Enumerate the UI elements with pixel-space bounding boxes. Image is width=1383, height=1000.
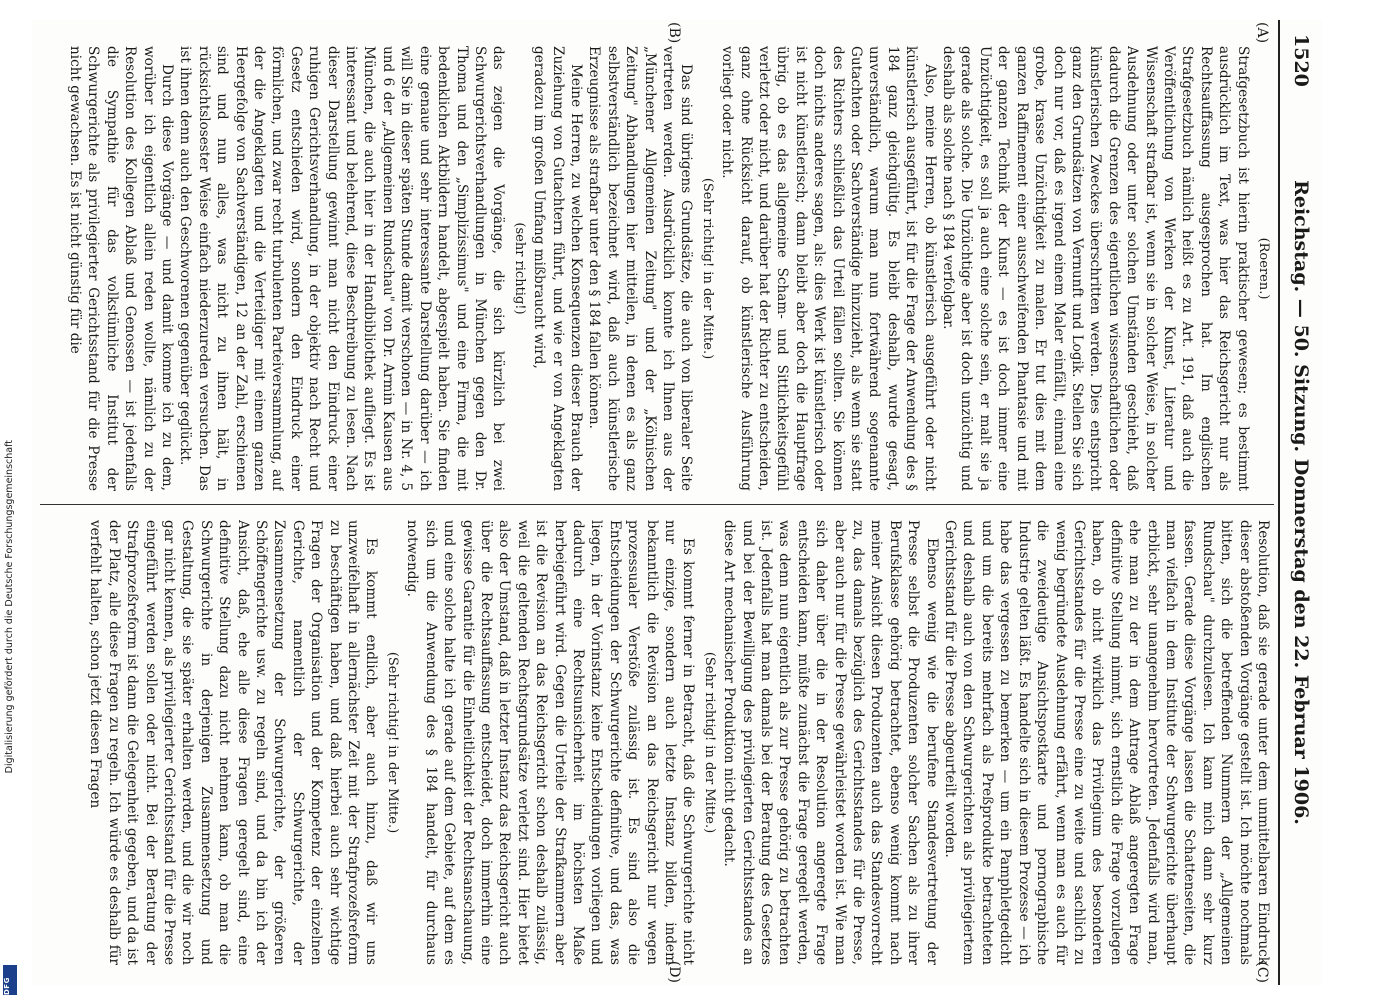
paragraph: Meine Herren, zu welchen Konsequenzen dieser Brauch der Zuziehung von Gutachtern führt, und wie er von Angeklagten geradezu im großen Umfang mißbraucht wird, [531,46,584,491]
paragraph: Es kommt endlich, aber auch hinzu, daß wir uns unzweifelhaft in allernächster Zeit mit der Strafprozeßreform zu beschäftigen haben, und daß hierbei auch sehr wichtige Fragen der Organisation und der Kompetenz der einzelnen Gerichte, namentlich der Schwurgerichte, der Zusammensetzung der Schwurgerichte, der größeren Schöffengerichte usw. zu regeln sind, und da bin ich der Ansicht, daß, ehe alle diese Fragen geregelt sind, eine definitive Stellung dazu nicht nehmen kann, ob man die Schwurgerichte in derjenigen Zusammensetzung und Gestaltung, die sie später erhalten werden, und die wir noch gar nicht kennen, als privilegierter Gerichtsstand für die Presse eingeführt werden sollen oder nicht. Bei der Beratung der Strafprozeßreform ist dann die Gelegenheit gegeben, und da ist der Platz, alle diese Fragen zu regeln. Ich würde es deshalb für verfehlt halten, schon jetzt diesen Fragen [87,520,380,965]
paragraph: Ebenso wenig wie die berufene Standesvertretung der Presse selbst die Produzenten solcher Sachen als zu ihrer Berufsklasse gehörig betrachtet, ebenso wenig kommt nach meiner Ansicht diesen Produzenten auch das Standesvorrecht zu, das damals bezüglich des Gerichtsstandes für die Presse, aber auch nur für die Presse gewährleistet worden ist. Wie man sich daher über die in der Resolution angeregte Frage entscheiden kann, müßte zunächst die Frage geregelt werden, was denn nun eigentlich als zur Presse gehörig zu betrachten ist. Jedenfalls hat man damals bei der Beratung des Gesetzes und bei der Bewilligung des privilegierten Gerichtsstandes an diese Art mechanischer Produktion nicht gedacht. [721,520,940,965]
page-number: 1520 [1290,34,1312,87]
digitization-note-text: Digitalisierung gefördert durch die Deutsche Forschungsgemeinschaft [4,440,15,774]
paragraph: Es kommt ferner in Betracht, daß die Schwurgerichte nicht nur einzige, sondern auch letzte Instanz bilden, indem bekanntlich die Revision an das Reichsgericht nur wegen prozessualer Verstöße zulässig ist. Es sind also die Entscheidungen der Schwurgerichte definitive, und das, was liegen, in der Vorinstanz keine Entscheidungen vorliegen und dadurch eine Rechtsunsicherheit im höchsten Maße herbeigeführt wird. Gegen die Urteile der Strafkammern aber ist die Revision an das Reichsgericht schon deshalb zulässig, weil die geltenden Rechtsgrundsätze verletzt sind. Hier bietet also der Umstand, daß in letzter Instanz das Reichsgericht auch über die Rechtsauffassung entscheidet, doch immerhin eine gewisse Garantie für die Einheitlichkeit der Rechtsanschauung, und eine solche halte ich gerade auf dem Gebiete, auf dem es sich um die Anwendung des § 184 handelt, für durchaus notwendig. [404,520,697,965]
paragraph: Strafgesetzbuch ist hierin praktischer gewesen; es bestimmt ausdrücklich im Text, was hier das Reichsgericht nur als Rechtsauffassung ausgesprochen hat. Im englischen Strafgesetzbuch nämlich heißt es zu Art. 191, daß auch die Veröffentlichung von Werken der Kunst, Literatur und Wissenschaft strafbar ist, wenn sie in solcher Weise, in solcher Ausdehnung oder unter solchen Umständen geschieht, daß dadurch die Grenzen des eigentlichen wissenschaftlichen oder künstlerischen Zweckes überschritten werden. Dies entspricht ganz den Grundsätzen von Vernunft und Logik. Stellen Sie sich doch nur vor, daß es irgend einem Maler einfällt, einmal eine grobe, krasse Unzüchtigkeit zu malen. Er tut dies mit dem ganzen Raffinement einer ausschweifenden Phantasie und mit der ganzen Technik der Kunst — es ist doch immer eine Unzüchtigkeit, es soll ja auch eine solche sein, er malt sie ja gerade als solche. Die Unzüchtige aber ist doch unzüchtig und deshalb als solche nach § 184 verfolgbar. [940,46,1251,491]
dfg-logo-text: DFG [3,977,11,995]
margin-mark-b: (B) [666,22,682,44]
interjection: (sehr richtig!) [511,222,527,315]
page-header [1284,34,1314,971]
dfg-logo [3,965,17,995]
margin-mark-d: (D) [666,960,682,983]
page-title: Reichstag. — 50. Sitzung. Donnerstag den 22. Februar 1906. [1290,180,1312,825]
interjection: (Sehr richtig! in der Mitte.) [701,651,717,834]
paragraph: das zeigen die Vorgänge, die sich kürzlich bei zwei Schwurgerichtsverhandlungen in München gegen den Dr. Thoma und den „Simplizissimus" und eine Firma, die mit bedenklichen Aktbildern handelt, abgespielt haben. Sie finden eine genaue und sehr interessante Darstellung darüber — ich will Sie in dieser späten Stunde damit verschonen — in Nr. 4, 5 und 6 der „Allgemeinen Rundschau" von Dr. Armin Kausen aus München, die auch hier in der Handbibliothek aufliegt. Es ist interessant und belehrend, diese Beschreibung zu lesen. Nach dieser Darstellung gewinnt man nicht den Eindruck einer ruhigen Gerichtsverhandlung, in der objektiv nach Recht und Gesetz entschieden wird, sondern den Eindruck einer förmlichen, und zwar recht turbulenten Parteiversammlung, auf der die Angeklagten und die Verteidiger mit einem ganzen Heergefolge von Sachverständigen, 12 an der Zahl, erschienen sind und nun alles, was nicht zu ihnen hält, in rücksichtslosester Weise einfach niederzureden versuchen. Das ist ihnen denn auch den Geschworenen gegenüber geglückt. [177,46,507,491]
margin-mark-c: (C) [1254,961,1270,983]
left-column [42,46,1272,491]
paragraph: Also, meine Herren, ob künstlerisch ausgeführt oder nicht künstlerisch ausgeführt, ist für die Frage der Anwendung des § 184 ganz gleichgültig. Es bleibt deshalb, wurde gesagt, unverständlich, warum man nun fortwährend sogenannte Gutachten oder Sachverständige hinzuzieht, als wenn sie statt des Richters schließlich das Urteil fällen sollten. Sie können doch nichts anderes sagen, als: dies Werk ist künstlerisch oder ist nicht künstlerisch; dann bleibt aber doch die Hauptfrage übrig, ob es das allgemeine Scham- und Sittlichkeitsgefühl verletzt oder nicht, und darüber hat der Richter zu entscheiden, ganz ohne Rücksicht darauf, ob künstlerische Ausführung vorliegt oder nicht. [719,46,938,491]
interjection: (Sehr richtig! in der Mitte.) [384,651,400,834]
rotated-page [32,20,1322,985]
paragraph: Durch diese Vorgänge — und damit komme ich zu dem, worüber ich eigentlich allein reden wollte, nämlich zu der Resolution des Kollegen Ablaß und Genossen — ist jedenfalls die Sympathie für das volkstümliche Institut der Schwurgerichte als privilegierter Gerichtsstand für die Presse nicht gewachsen. Es ist nicht günstig für die [67,46,176,491]
interjection: (Sehr richtig! in der Mitte.) [699,177,715,360]
margin-mark-a: (A) [1254,22,1270,44]
column-divider [40,504,1274,505]
digitization-note [4,440,18,990]
right-column [42,520,1272,965]
speaker-label: (Roeren.) [1256,237,1271,300]
paragraph: Das sind übrigens Grundsätze, die auch von liberaler Seite vertreten werden. Ausdrücklich konnte ich Ihnen aus der „Münchener Allgemeinen Zeitung" und der „Kölnischen Zeitung" Abhandlungen hier mitteilen, in denen es als ganz selbstverständlich bezeichnet wird, daß auch künstlerische Erzeugnisse als strafbar unter den § 184 fallen können. [586,46,695,491]
paragraph: Resolution, daß sie gerade unter dem unmittelbaren Eindruck dieser abstoßenden Vorgänge gestellt ist. Ich möchte nochmals bitten, sich die betreffenden Nummern der „Allgemeinen Rundschau" durchzulesen. Ich kann mich dann sehr kurz fassen. Gerade diese Vorgänge lassen die Schattenseiten, die man vielfach in dem Institute der Schwurgerichte überhaupt erblickt, sehr unangenehm hervortreten. Jedenfalls wird man, ehe man zu der in dem Antrage Ablaß angeregten Frage definitive Stellung nimmt, sich ernstlich die Frage vorzulegen haben, ob nicht wirklich das Privilegium des besonderen Gerichtsstandes für die Presse eine zu weite und sachlich zu wenig begründete Ausdehnung erfährt, wenn man es auch für die zweideutige Ansichtspostkarte und pornographische Industrie gelten läßt. Es handelte sich in diesem Prozesse — ich habe das vergessen zu bemerken — um ein Pamphletgedicht und um die bereits mehrfach als Preßprodukte betrachteten und deshalb auch von den Schwurgerichten als privilegiertem Gerichtsstand für die Presse abgeurteilt worden. [942,520,1271,965]
header-rule [1278,20,1280,985]
